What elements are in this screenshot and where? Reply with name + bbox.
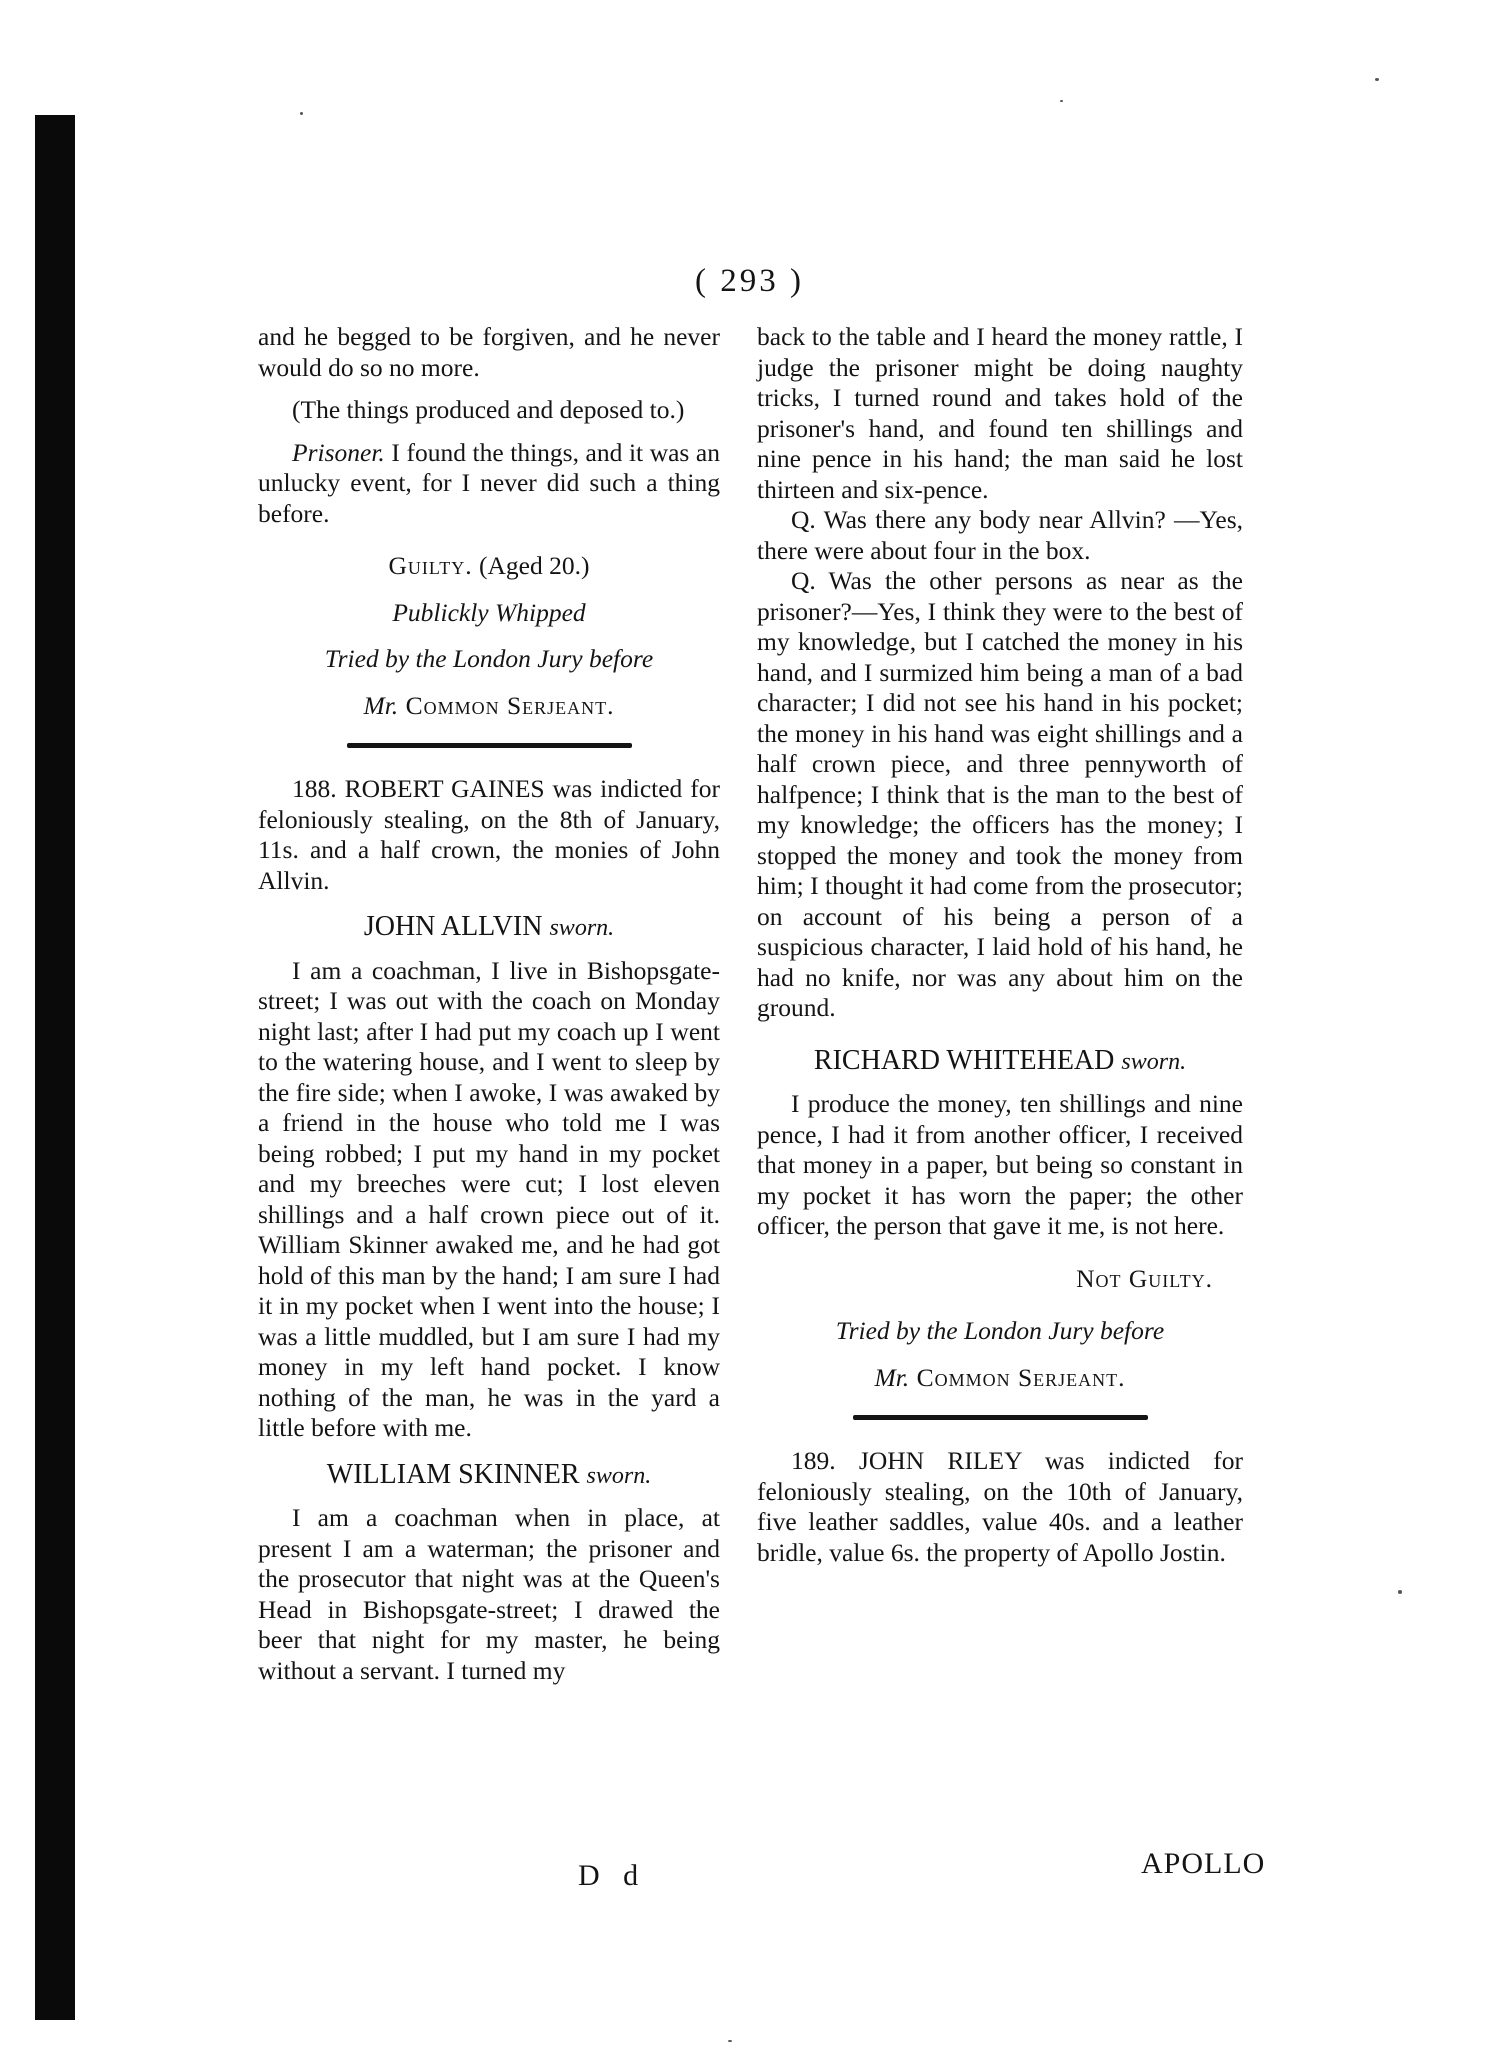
judge-prefix: Mr. (874, 1362, 910, 1392)
testimony: I am a coachman when in place, at present I am a waterman; the prisoner and the prosecutor that night was at the Queen's Head in Bishopsgate-street; I drawed the beer that night for my master, he being without a servant. I turned my (258, 1503, 720, 1685)
case-paragraph (757, 1446, 1243, 1568)
judge-name: Common Serjeant. (909, 1362, 1126, 1392)
paper-speck (300, 112, 303, 115)
paragraph: back to the table and I heard the money rattle, I judge the prisoner might be doing naughty tricks, I turned round and takes hold of the prisoner's hand, and found ten shillings and nine pence in his hand; the man said he lost thirteen and six-pence. (757, 322, 1243, 504)
tried-line: Tried by the London Jury before (835, 1316, 1165, 1345)
judge-prefix: Mr. (363, 690, 399, 720)
right-column (757, 322, 1243, 1568)
prisoner-statement (258, 438, 720, 530)
sentence: Publickly Whipped (392, 597, 586, 627)
question-answer: Q. Was there any body near Allvin? —Yes, there were about four in the box. (757, 505, 1243, 565)
paper-speck (1060, 100, 1063, 102)
witness-name: JOHN ALLVIN (363, 911, 543, 942)
tried-line: Tried by the London Jury before (324, 644, 654, 673)
witness-heading (258, 1460, 720, 1492)
testimony: I produce the money, ten shillings and nine pence, I had it from another officer, I received that money in a paper, but being so constant in my pocket it has worn the paper; the other officer, the person that gave it me, is not here. (757, 1089, 1243, 1240)
book-binding-shadow (35, 115, 75, 2020)
page-number: ( 293 ) (695, 263, 804, 299)
case-text: ROBERT GAINES was indicted for feloniously stealing, on the 8th of January, 11s. and a half crown, the monies of John Allvin. (258, 774, 720, 895)
sworn-label: sworn. (586, 1462, 652, 1489)
judge-line (757, 1363, 1243, 1394)
witness-heading (258, 912, 720, 944)
sworn-label: sworn. (549, 915, 615, 941)
witness-heading (757, 1046, 1243, 1078)
sworn-label: sworn. (1121, 1048, 1187, 1075)
paragraph: (The things produced and deposed to.) (292, 395, 685, 424)
verdict: Not Guilty. (1076, 1263, 1213, 1293)
verdict (258, 551, 720, 582)
witness-name: WILLIAM SKINNER (326, 1458, 580, 1490)
verdict-age: (Aged 20.) (472, 551, 590, 580)
section-divider (347, 743, 632, 748)
speaker-label: Prisoner. (292, 437, 385, 467)
testimony: I am a coachman, I live in Bishopsgate-street; I was out with the coach on Monday night last; after I had put my coach up I went to the watering house, and I went to sleep by the fire side; when I awoke, I was awaked by a friend in the house who told me I was being robbed; I put my hand in my pocket and my breeches were cut; I lost eleven shillings and a half crown piece out of it. William Skinner awaked me, and he had got hold of this man by the hand; I am sure I had it in my pocket when I went into the house; I was a little muddled, but I am sure I had my money in my left hand pocket. I know nothing of the man, he was in the yard a little before with me. (258, 955, 720, 1442)
verdict-label: Guilty. (388, 551, 473, 580)
paper-speck (728, 2040, 732, 2042)
case-number: 189. (791, 1446, 836, 1475)
judge-line (258, 691, 720, 722)
question-answer: Q. Was the other persons as near as the prisoner?—Yes, I think they were to the best of my knowledge, but I catched the money in his hand, and I surmized him being a man of a bad character; I did not see his hand in his pocket; the money in his hand was eight shillings and a half crown piece, and three pennyworth of halfpence; I think that is the man to the best of my knowledge; the officers has the money; I stopped the money and took the money from him; I thought it had come from the prosecutor; on account of his being a person of a suspicious character, I laid hold of his hand, he had no knife, nor was any about him on the ground. (757, 566, 1243, 1022)
case-number: 188. (292, 774, 337, 803)
paper-speck (1375, 78, 1379, 81)
catchword: APOLLO (1141, 1847, 1266, 1880)
judge-name: Common Serjeant. (398, 690, 615, 720)
signature-mark: D d (578, 1859, 647, 1892)
paragraph: and he begged to be forgiven, and he never would do so no more. (258, 322, 720, 382)
case-paragraph (258, 774, 720, 896)
witness-name: RICHARD WHITEHEAD (813, 1044, 1115, 1076)
paper-speck (1398, 1590, 1402, 1594)
case-text: JOHN RILEY was indicted for feloniously stealing, on the 10th of January, five leather saddles, value 40s. and a leather bridle, value 6s. the property of Apollo Jostin. (757, 1446, 1243, 1567)
left-column (258, 322, 720, 1686)
statement-text: I found the things, and it was an unlucky event, for I never did such a thing before. (258, 437, 720, 528)
section-divider (853, 1415, 1148, 1420)
